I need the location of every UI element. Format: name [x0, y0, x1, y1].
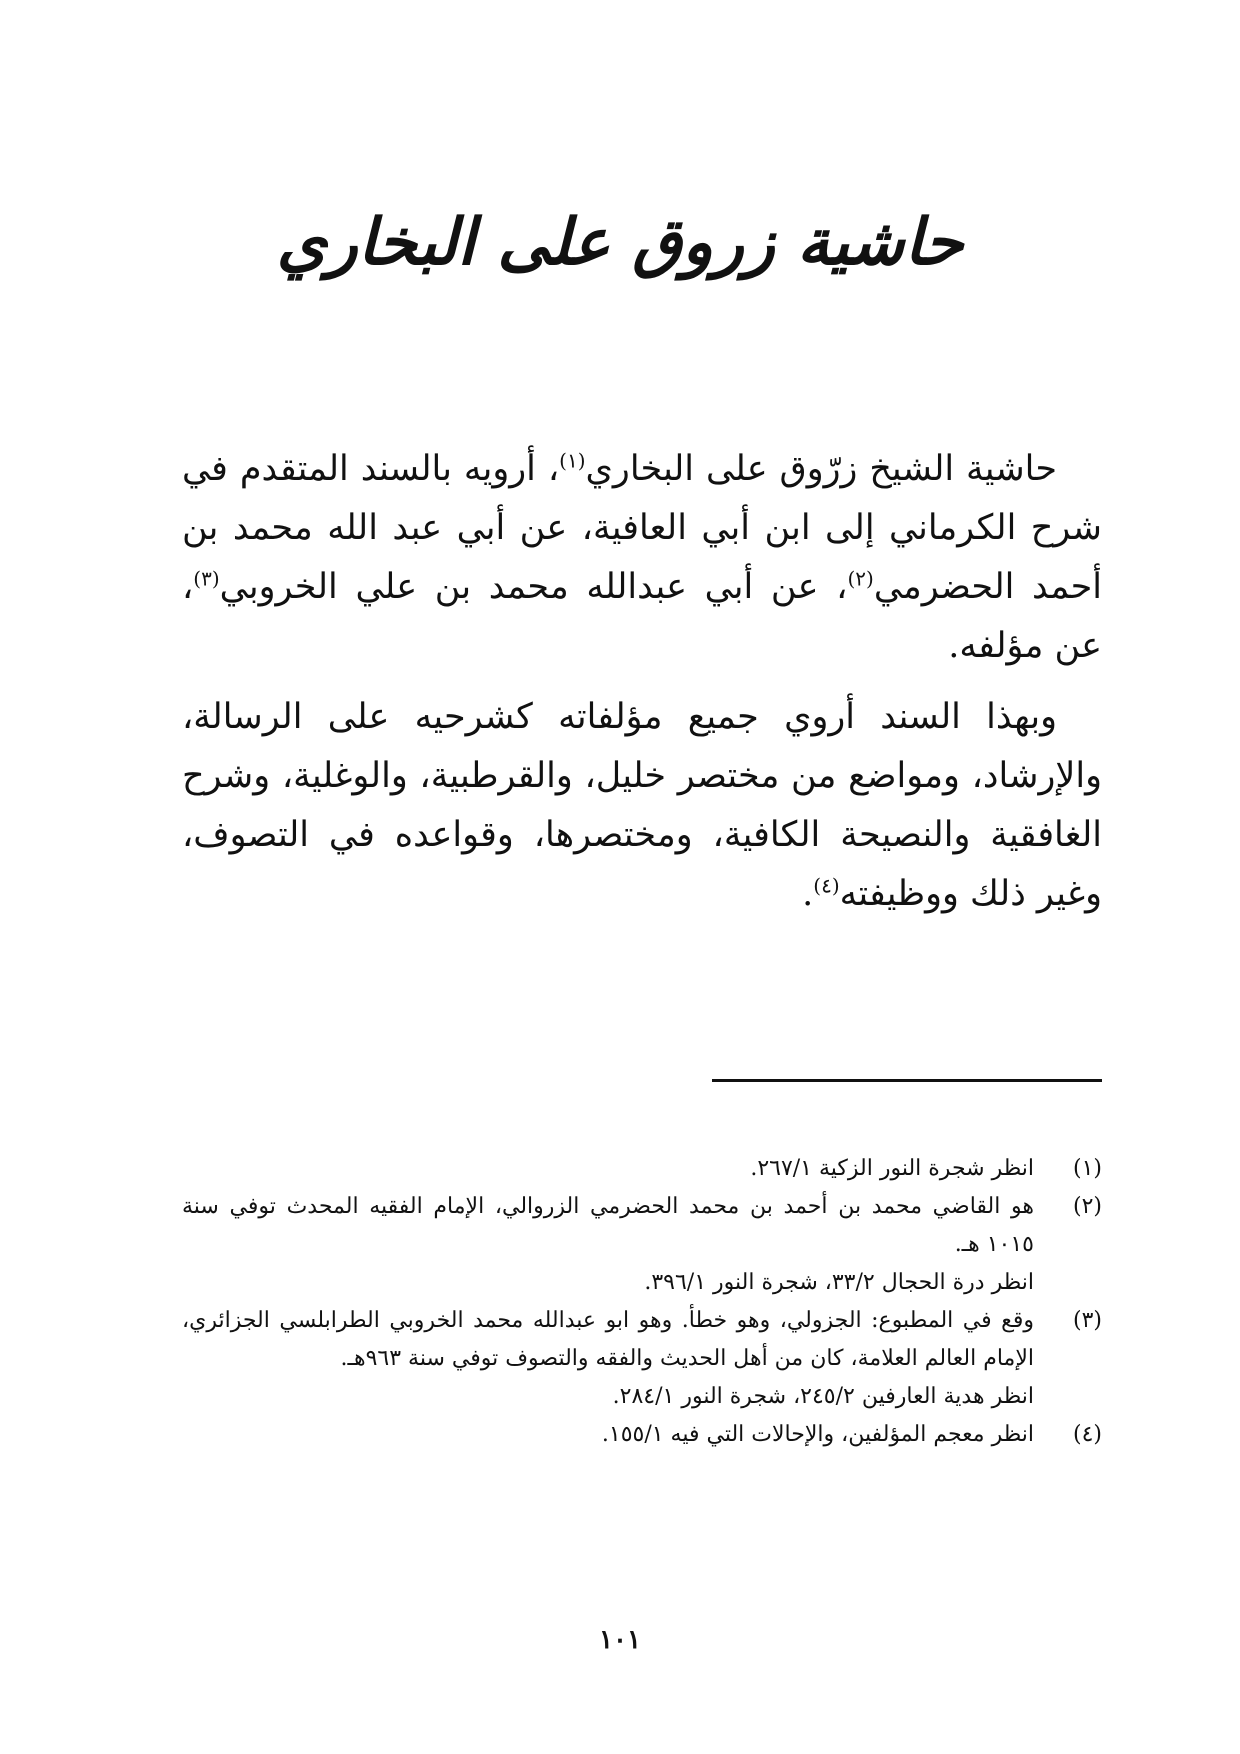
page-title: حاشية زروق على البخاري — [276, 205, 964, 280]
footnote-4 — [182, 1416, 1102, 1454]
footnote-number: (٣) — [1072, 1308, 1102, 1333]
footnote-2 — [182, 1188, 1102, 1302]
footnote-separator — [712, 1079, 1102, 1082]
footnote-line: انظر شجرة النور الزكية ٢٦٧/١. — [750, 1156, 1034, 1181]
paragraph-2-text: وبهذا السند أروي جميع مؤلفاته كشرحيه على الرسالة، والإرشاد، ومواضع من مختصر خليل، والقرطبية، والوغلية، وشرح الغافقية والنصيحة الكافية، ومختصرها، وقواعده في التصوف، وغير ذلك ووظيفته — [182, 697, 1102, 914]
main-text — [182, 440, 1102, 924]
footnote-number: (٤) — [1072, 1422, 1102, 1447]
paragraph-1-text: حاشية الشيخ زرّوق على البخاري — [585, 449, 1057, 489]
footnote-line: هو القاضي محمد بن أحمد بن محمد الحضرمي الزروالي، الإمام الفقيه المحدث توفي سنة ١٠١٥ هـ. — [182, 1194, 1034, 1257]
paragraph-1-text: ، عن مؤلفه. — [182, 567, 1102, 666]
footnote-ref-1[interactable]: (١) — [559, 448, 586, 473]
footnote-body — [182, 1302, 1034, 1416]
footnote-body — [182, 1150, 1034, 1188]
footnote-number: (١) — [1072, 1156, 1102, 1181]
paragraph-1 — [182, 440, 1102, 676]
footnote-body — [182, 1416, 1034, 1454]
footnote-1 — [182, 1150, 1102, 1188]
footnote-body — [182, 1188, 1034, 1302]
footnote-number: (٢) — [1072, 1194, 1102, 1219]
footnote-ref-4[interactable]: (٤) — [813, 873, 840, 898]
page-number: ١٠١ — [599, 1625, 641, 1655]
paragraph-1-text: ، أرويه بالسند المتقدم في شرح الكرماني إلى ابن أبي العافية، عن أبي عبد الله محمد بن أحمد الحضرمي — [182, 449, 1103, 607]
footnote-line: انظر هدية العارفين ٢٤٥/٢، شجرة النور ٢٨٤/١. — [612, 1384, 1034, 1409]
footnote-line: انظر درة الحجال ٣٣/٢، شجرة النور ٣٩٦/١. — [644, 1270, 1034, 1295]
paragraph-1-text: ، عن أبي عبدالله محمد بن علي الخروبي — [219, 567, 848, 607]
footnote-line: وقع في المطبوع: الجزولي، وهو خطأ. وهو ابو عبدالله محمد الخروبي الطرابلسي الجزائري، الإمام العالم العلامة، كان من أهل الحديث والفقه والتصوف توفي سنة ٩٦٣هـ. — [182, 1308, 1034, 1371]
footnote-line: انظر معجم المؤلفين، والإحالات التي فيه ١٥٥/١. — [601, 1422, 1034, 1447]
footnote-ref-2[interactable]: (٢) — [847, 566, 874, 591]
paragraph-2 — [182, 688, 1102, 924]
footnote-ref-3[interactable]: (٣) — [193, 566, 220, 591]
footnote-3 — [182, 1302, 1102, 1416]
paragraph-2-end: . — [802, 874, 814, 914]
footnotes — [182, 1150, 1102, 1454]
